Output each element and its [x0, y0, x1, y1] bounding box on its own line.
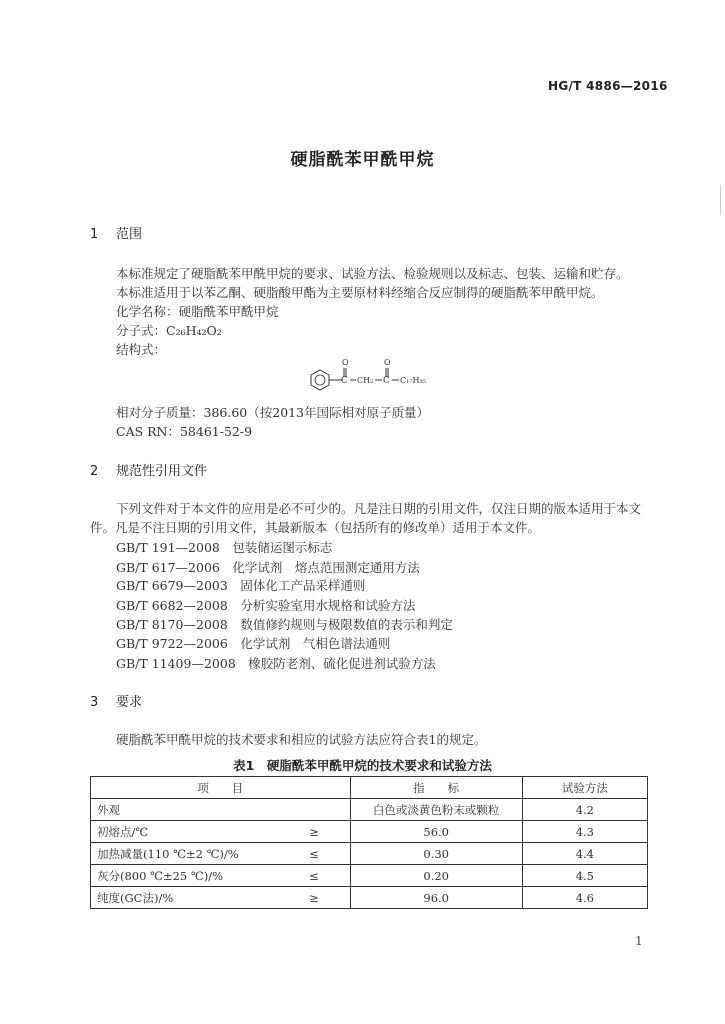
table-row — [91, 799, 648, 821]
row-value: 白色或淡黄色粉末或颗粒 — [350, 799, 522, 821]
benzene-inner-circle — [315, 375, 325, 385]
reference-item: GB/T 11409—2008 橡胶防老剂、硫化促进剂试验方法 — [116, 656, 436, 671]
table-row — [91, 865, 648, 887]
header-value: 指 标 — [350, 777, 522, 799]
section-title: 要求 — [116, 695, 143, 710]
row-value: 0.20 — [350, 865, 522, 887]
reference-item: GB/T 8170—2008 数值修约规则与极限数值的表示和判定 — [116, 617, 453, 632]
reference-item: GB/T 9722—2006 化学试剂 气相色谱法通则 — [116, 636, 391, 651]
row-item: 加热减量(110 ℃±2 ℃)/% — [91, 843, 279, 865]
structural-formula — [306, 358, 446, 398]
requirements-text: 硬脂酰苯甲酰甲烷的技术要求和相应的试验方法应符合表1的规定。 — [116, 732, 487, 747]
references-intro-line-2: 件。凡是不注日期的引用文件，其最新版本（包括所有的修改单）适用于本文件。 — [90, 520, 541, 535]
references-intro-line-1: 下列文件对于本文件的应用是必不可少的。凡是注日期的引用文件，仅注日期的版本适用于本文 — [116, 501, 642, 516]
row-method: 4.2 — [522, 799, 647, 821]
molecular-mass: 相对分子质量：386.60（按2013年国际相对原子质量） — [116, 405, 430, 420]
row-method: 4.6 — [522, 887, 647, 909]
row-operator: ≥ — [278, 821, 350, 843]
row-method: 4.4 — [522, 843, 647, 865]
scan-edge-mark — [720, 185, 721, 215]
section-title: 规范性引用文件 — [116, 464, 208, 479]
section-number: 3 — [90, 695, 99, 710]
row-item: 纯度(GC法)/% — [91, 887, 279, 909]
row-value: 0.30 — [350, 843, 522, 865]
header-method: 试验方法 — [522, 777, 647, 799]
carbon-1: C — [341, 376, 348, 386]
row-operator: ≥ — [278, 887, 350, 909]
section-title: 范围 — [116, 227, 143, 242]
table-caption: 表1 硬脂酰苯甲酰甲烷的技术要求和试验方法 — [233, 758, 492, 773]
section-2-heading — [90, 460, 207, 479]
table-row — [91, 821, 648, 843]
scope-line-1: 本标准规定了硬脂酰苯甲酰甲烷的要求、试验方法、检验规则以及标志、包装、运输和贮存。 — [116, 266, 629, 281]
chemical-name: 化学名称：硬脂酰苯甲酰甲烷 — [116, 304, 279, 319]
row-operator: ≤ — [278, 843, 350, 865]
page-number: 1 — [635, 934, 643, 948]
table-header-row — [91, 777, 648, 799]
row-item: 灰分(800 ℃±25 ℃)/% — [91, 865, 279, 887]
specification-table — [90, 776, 648, 909]
carbon-2: C — [383, 376, 390, 386]
row-item: 外观 — [91, 799, 279, 821]
row-value: 96.0 — [350, 887, 522, 909]
row-item: 初熔点/℃ — [91, 821, 279, 843]
section-number: 2 — [90, 464, 99, 479]
header-item: 项 目 — [91, 777, 351, 799]
reference-item: GB/T 617—2006 化学试剂 熔点范围测定通用方法 — [116, 560, 420, 575]
row-value: 56.0 — [350, 821, 522, 843]
table-row — [91, 843, 648, 865]
reference-item: GB/T 6682—2008 分析实验室用水规格和试验方法 — [116, 598, 416, 613]
reference-item: GB/T 6679—2003 固体化工产品采样通则 — [116, 578, 366, 593]
molecular-formula: 分子式：C₂₆H₄₂O₂ — [116, 323, 222, 338]
oxygen-label-1: O — [342, 358, 349, 367]
row-operator — [278, 799, 350, 821]
document-title: 硬脂酰苯甲酰甲烷 — [290, 150, 435, 170]
reference-item: GB/T 191—2008 包装储运图示标志 — [116, 540, 333, 555]
row-method: 4.5 — [522, 865, 647, 887]
ch2-label: CH₂ — [357, 376, 374, 385]
scope-line-2: 本标准适用于以苯乙酮、硬脂酸甲酯为主要原材料经缩合反应制得的硬脂酰苯甲酰甲烷。 — [116, 285, 604, 300]
document-code: HG/T 4886—2016 — [548, 79, 668, 93]
structure-label: 结构式： — [116, 342, 167, 357]
section-3-heading — [90, 691, 142, 710]
oxygen-label-2: O — [384, 358, 391, 367]
alkyl-chain-label: C₁₇H₃₅ — [400, 376, 426, 385]
cas-number: CAS RN：58461-52-9 — [116, 424, 253, 439]
section-1-heading — [90, 223, 142, 242]
section-number: 1 — [90, 227, 99, 242]
row-method: 4.3 — [522, 821, 647, 843]
row-operator: ≤ — [278, 865, 350, 887]
table-row — [91, 887, 648, 909]
benzene-ring — [311, 370, 329, 390]
